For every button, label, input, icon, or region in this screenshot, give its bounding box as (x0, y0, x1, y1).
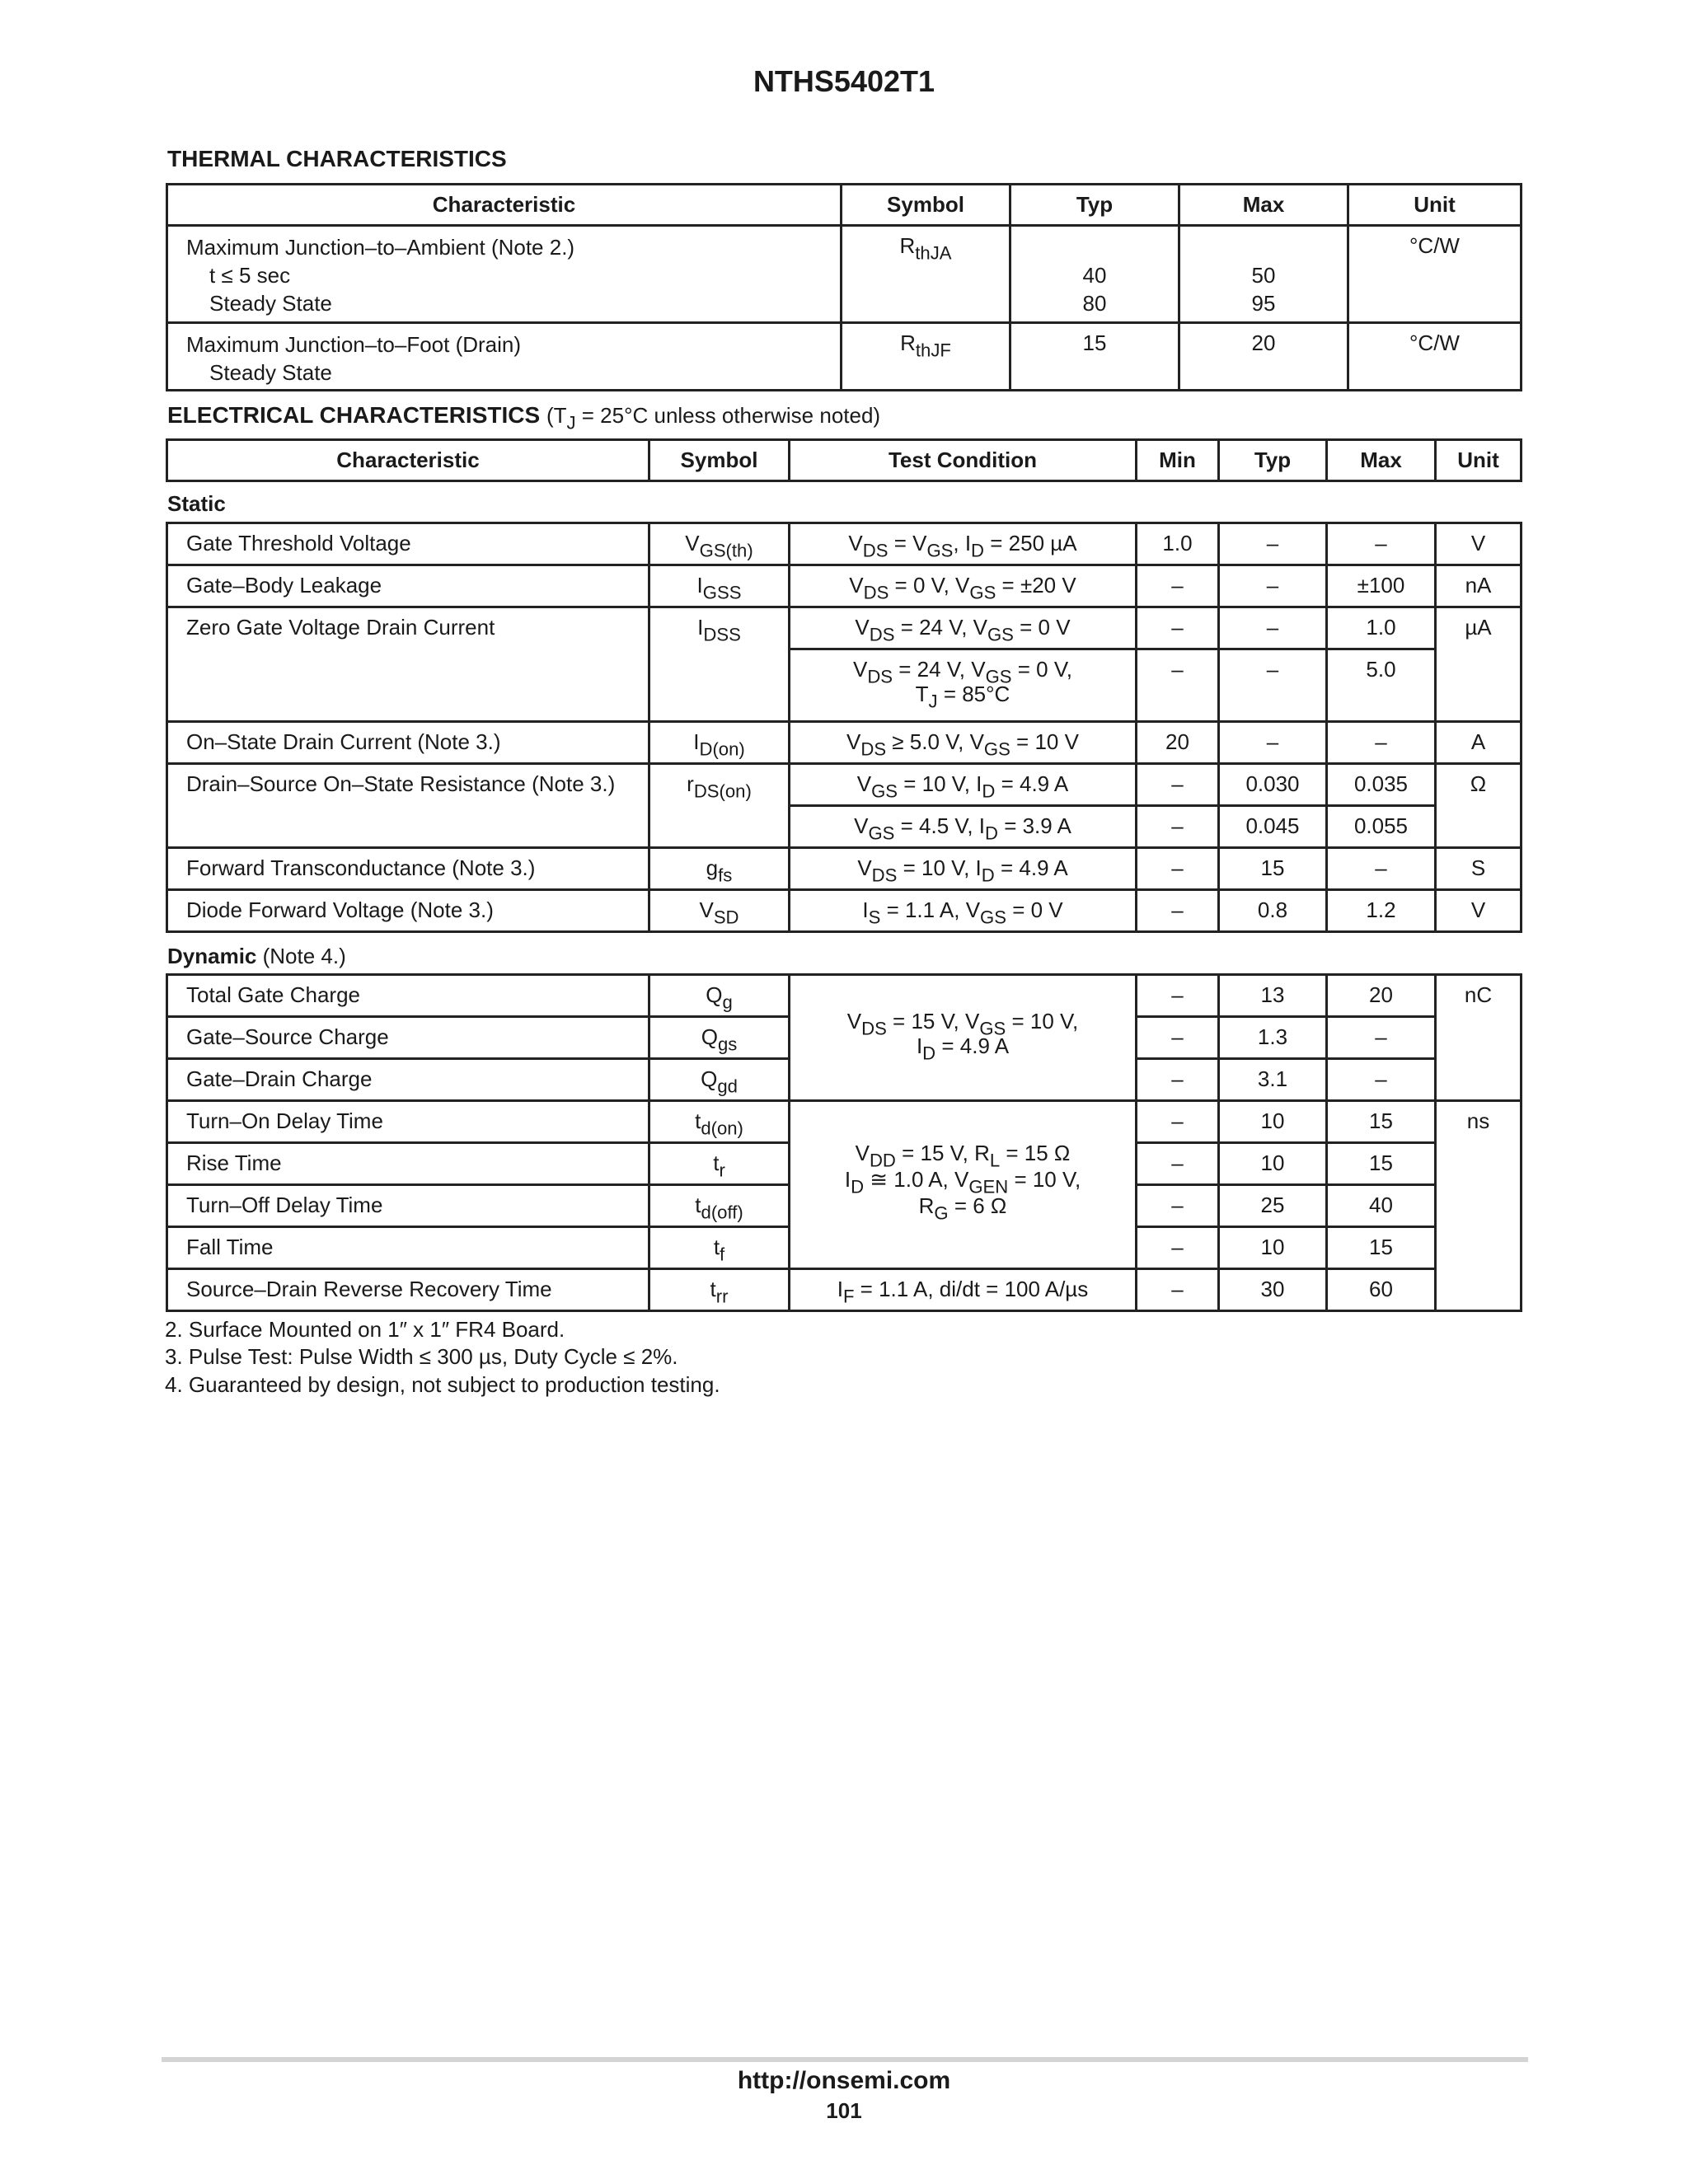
thermal-char-cond: t ≤ 5 sec (209, 263, 291, 288)
static-section-label: Static (167, 491, 226, 516)
test-condition: $V_{DS} \ge 5.0$ V, $V_{GS} = 10$ V (790, 722, 1137, 764)
col-max: Max (1179, 185, 1348, 226)
max: – (1327, 523, 1436, 565)
col-symbol: Symbol (649, 440, 790, 481)
typ: – (1219, 523, 1327, 565)
thermal-max: 20 (1179, 323, 1348, 391)
symbol: $Q_g$ (649, 975, 790, 1017)
table-row (167, 722, 1522, 764)
typ: 0.045 (1219, 806, 1327, 848)
min: – (1137, 975, 1219, 1017)
min: – (1137, 565, 1219, 607)
typ: 0.8 (1219, 890, 1327, 932)
col-max: Max (1327, 440, 1436, 481)
unit: nA (1436, 565, 1522, 607)
min: – (1137, 848, 1219, 890)
max: 5.0 (1327, 649, 1436, 722)
footnote: 3. Pulse Test: Pulse Width ≤ 300 µs, Duty Cycle ≤ 2%. (165, 1344, 678, 1369)
min: – (1137, 806, 1219, 848)
footnote: 4. Guaranteed by design, not subject to production testing. (165, 1372, 720, 1397)
min: – (1137, 1269, 1219, 1311)
typ: 1.3 (1219, 1017, 1327, 1059)
typ: – (1219, 722, 1327, 764)
max: 0.035 (1327, 764, 1436, 806)
unit: S (1436, 848, 1522, 890)
thermal-row-junction-foot (167, 323, 1522, 391)
max: – (1327, 1059, 1436, 1101)
max: 15 (1327, 1227, 1436, 1269)
unit: nC (1436, 975, 1522, 1101)
thermal-heading: THERMAL CHARACTERISTICS (167, 146, 507, 171)
char-label: Total Gate Charge (167, 975, 649, 1017)
symbol: $I_{D(on)}$ (649, 722, 790, 764)
min: – (1137, 764, 1219, 806)
page-number: 101 (826, 2098, 862, 2123)
unit: V (1436, 523, 1522, 565)
max: 60 (1327, 1269, 1436, 1311)
test-condition: $V_{DD} = 15$ V, $R_L = 15$ Ω $I_D$ ≅ 1.0 A, $V_{GEN} = 10$ V, $R_G = 6$ Ω (790, 1101, 1137, 1269)
min: – (1137, 649, 1219, 722)
typ: 30 (1219, 1269, 1327, 1311)
test-condition: $V_{DS} = 0$ V, $V_{GS} = \pm 20$ V (790, 565, 1137, 607)
thermal-row-junction-ambient (167, 226, 1522, 323)
symbol: $V_{GS(th)}$ (649, 523, 790, 565)
char-label: Drain–Source On–State Resistance (Note 3.) (167, 764, 649, 848)
typ: 13 (1219, 975, 1327, 1017)
min: 1.0 (1137, 523, 1219, 565)
min: – (1137, 890, 1219, 932)
typ: 15 (1219, 848, 1327, 890)
char-label: Fall Time (167, 1227, 649, 1269)
thermal-header-row (167, 185, 1522, 226)
dynamic-table (166, 973, 1522, 1312)
col-unit: Unit (1348, 185, 1522, 226)
typ: 10 (1219, 1101, 1327, 1143)
min: – (1137, 1227, 1219, 1269)
char-label: Zero Gate Voltage Drain Current (167, 607, 649, 722)
test-condition: $V_{GS} = 10$ V, $I_D = 4.9$ A (790, 764, 1137, 806)
thermal-unit: °C/W (1348, 323, 1522, 391)
max: 0.055 (1327, 806, 1436, 848)
col-characteristic: Characteristic (167, 440, 649, 481)
symbol: $t_{d(on)}$ (649, 1101, 790, 1143)
table-row (167, 523, 1522, 565)
symbol: $t_f$ (649, 1227, 790, 1269)
thermal-char: Maximum Junction–to–Foot (Drain) (186, 332, 522, 357)
unit: ns (1436, 1101, 1522, 1311)
table-row (167, 848, 1522, 890)
table-row (167, 1101, 1522, 1143)
test-condition: $I_S = 1.1$ A, $V_{GS} = 0$ V (790, 890, 1137, 932)
symbol: $t_{rr}$ (649, 1269, 790, 1311)
col-symbol: Symbol (842, 185, 1010, 226)
table-row (167, 607, 1522, 649)
min: – (1137, 1143, 1219, 1185)
typ: 25 (1219, 1185, 1327, 1227)
thermal-symbol: $R_{thJA}$ (842, 226, 1010, 323)
typ: – (1219, 649, 1327, 722)
test-condition: $I_F = 1.1$ A, di/dt = 100 A/µs (790, 1269, 1137, 1311)
char-label: Gate–Drain Charge (167, 1059, 649, 1101)
thermal-table (166, 183, 1522, 391)
char-label: Source–Drain Reverse Recovery Time (167, 1269, 649, 1311)
typ: – (1219, 607, 1327, 649)
test-condition: $V_{DS} = 24$ V, $V_{GS} = 0$ V, $T_J = 85^\circ C$ (790, 649, 1137, 722)
min: – (1137, 1101, 1219, 1143)
symbol: $Q_{gs}$ (649, 1017, 790, 1059)
min: – (1137, 1185, 1219, 1227)
electrical-header-table (166, 438, 1522, 482)
thermal-max: 50 (1251, 263, 1276, 288)
col-test-condition: Test Condition (790, 440, 1137, 481)
symbol: $g_{fs}$ (649, 848, 790, 890)
col-typ: Typ (1010, 185, 1179, 226)
unit: µA (1436, 607, 1522, 722)
unit: V (1436, 890, 1522, 932)
footer-url[interactable]: http://onsemi.com (737, 2067, 951, 2094)
symbol: $I_{GSS}$ (649, 565, 790, 607)
symbol: $t_{d(off)}$ (649, 1185, 790, 1227)
col-min: Min (1137, 440, 1219, 481)
max: 15 (1327, 1143, 1436, 1185)
thermal-unit: °C/W (1348, 226, 1522, 323)
thermal-typ: 15 (1010, 323, 1179, 391)
typ: 0.030 (1219, 764, 1327, 806)
table-row (167, 565, 1522, 607)
thermal-max: 95 (1251, 291, 1276, 316)
thermal-symbol: $R_{thJF}$ (842, 323, 1010, 391)
test-condition: $V_{GS} = 4.5$ V, $I_D = 3.9$ A (790, 806, 1137, 848)
static-table (166, 522, 1522, 933)
min: – (1137, 607, 1219, 649)
page-title: NTHS5402T1 (753, 64, 935, 98)
typ: 3.1 (1219, 1059, 1327, 1101)
col-characteristic: Characteristic (167, 185, 842, 226)
col-unit: Unit (1436, 440, 1522, 481)
symbol: $V_{SD}$ (649, 890, 790, 932)
test-condition: $V_{DS} = 10$ V, $I_D = 4.9$ A (790, 848, 1137, 890)
max: – (1327, 1017, 1436, 1059)
max: 40 (1327, 1185, 1436, 1227)
table-row (167, 764, 1522, 806)
typ: 10 (1219, 1143, 1327, 1185)
max: 15 (1327, 1101, 1436, 1143)
unit: A (1436, 722, 1522, 764)
char-label: On–State Drain Current (Note 3.) (167, 722, 649, 764)
test-condition: $V_{DS} = 15$ V, $V_{GS} = 10$ V, $I_D = 4.9$ A (790, 975, 1137, 1101)
max: – (1327, 848, 1436, 890)
max: 1.2 (1327, 890, 1436, 932)
footer-divider (162, 2057, 1528, 2062)
symbol: $t_r$ (649, 1143, 790, 1185)
char-label: Diode Forward Voltage (Note 3.) (167, 890, 649, 932)
dynamic-section-label: Dynamic (Note 4.) (167, 944, 346, 968)
typ: – (1219, 565, 1327, 607)
min: – (1137, 1017, 1219, 1059)
symbol: $r_{DS(on)}$ (649, 764, 790, 848)
test-condition: $V_{DS} = V_{GS}$, $I_D = 250$ µA (790, 523, 1137, 565)
unit: Ω (1436, 764, 1522, 848)
max: – (1327, 722, 1436, 764)
footnote: 2. Surface Mounted on 1″ x 1″ FR4 Board. (165, 1317, 565, 1342)
thermal-typ: 40 (1082, 263, 1107, 288)
max: ±100 (1327, 565, 1436, 607)
table-row (167, 975, 1522, 1017)
electrical-condition: ($T_J = 25^\circ C$ unless otherwise noted) (546, 403, 881, 434)
char-label: Gate Threshold Voltage (167, 523, 649, 565)
thermal-char: Maximum Junction–to–Ambient (Note 2.) (186, 235, 575, 260)
thermal-typ: 80 (1082, 291, 1107, 316)
min: 20 (1137, 722, 1219, 764)
thermal-char-cond: Steady State (209, 291, 332, 316)
table-row (167, 890, 1522, 932)
char-label: Rise Time (167, 1143, 649, 1185)
symbol: $I_{DSS}$ (649, 607, 790, 722)
char-label: Forward Transconductance (Note 3.) (167, 848, 649, 890)
char-label: Gate–Body Leakage (167, 565, 649, 607)
col-typ: Typ (1219, 440, 1327, 481)
max: 20 (1327, 975, 1436, 1017)
table-row (167, 1269, 1522, 1311)
symbol: $Q_{gd}$ (649, 1059, 790, 1101)
electrical-heading: ELECTRICAL CHARACTERISTICS ($T_J = 25^\circ C$ unless otherwise noted) (167, 402, 881, 434)
typ: 10 (1219, 1227, 1327, 1269)
min: – (1137, 1059, 1219, 1101)
thermal-char-cond: Steady State (209, 360, 332, 385)
electrical-header-row (167, 440, 1522, 481)
char-label: Gate–Source Charge (167, 1017, 649, 1059)
test-condition: $V_{DS} = 24$ V, $V_{GS} = 0$ V (790, 607, 1137, 649)
max: 1.0 (1327, 607, 1436, 649)
char-label: Turn–Off Delay Time (167, 1185, 649, 1227)
char-label: Turn–On Delay Time (167, 1101, 649, 1143)
